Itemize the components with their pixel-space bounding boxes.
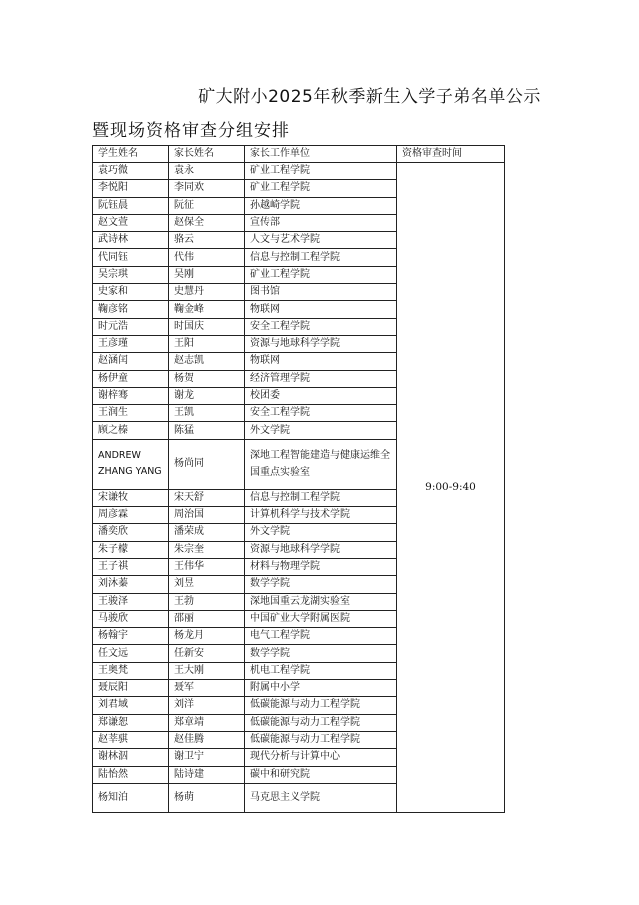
parent-name-cell: 郑章靖 [169, 714, 245, 731]
parent-name-cell: 谢卫宁 [169, 749, 245, 766]
parent-name-cell: 鞠金峰 [169, 301, 245, 318]
parent-employer-cell: 电气工程学院 [245, 628, 397, 645]
parent-name-cell: 朱宗奎 [169, 541, 245, 558]
parent-employer-cell: 信息与控制工程学院 [245, 489, 397, 506]
student-name-cell: 朱子檬 [93, 541, 169, 558]
parent-name-cell: 邵丽 [169, 610, 245, 627]
parent-employer-cell: 计算机科学与技术学院 [245, 507, 397, 524]
parent-name-cell: 宋天舒 [169, 489, 245, 506]
review-time-cell: 9:00-9:40 [397, 163, 505, 813]
parent-employer-cell: 数学学院 [245, 576, 397, 593]
parent-employer-cell: 矿业工程学院 [245, 163, 397, 180]
parent-name-cell: 杨尚同 [169, 439, 245, 489]
parent-employer-cell: 资源与地球科学学院 [245, 541, 397, 558]
student-name-cell: 顾之榛 [93, 422, 169, 439]
parent-name-cell: 杨萌 [169, 783, 245, 812]
parent-employer-cell: 信息与控制工程学院 [245, 249, 397, 266]
parent-name-cell: 王勃 [169, 593, 245, 610]
parent-name-cell: 陆诗建 [169, 766, 245, 783]
student-name-cell: 聂辰阳 [93, 680, 169, 697]
parent-employer-cell: 机电工程学院 [245, 662, 397, 679]
page-subtitle: 暨现场资格审查分组安排 [92, 121, 290, 141]
parent-name-cell: 杨龙月 [169, 628, 245, 645]
student-name-cell: 鞠彦铭 [93, 301, 169, 318]
parent-name-cell: 王伟华 [169, 558, 245, 575]
parent-employer-cell: 宣传部 [245, 214, 397, 231]
parent-employer-cell: 外文学院 [245, 524, 397, 541]
student-name-cell: 王润生 [93, 405, 169, 422]
parent-employer-cell: 现代分析与计算中心 [245, 749, 397, 766]
student-name-cell: 李悦阳 [93, 180, 169, 197]
student-name-cell: 王彦瑾 [93, 335, 169, 352]
parent-employer-cell: 校团委 [245, 387, 397, 404]
header-review-time: 资格审查时间 [397, 146, 505, 163]
parent-name-cell: 周治国 [169, 507, 245, 524]
parent-name-cell: 王凯 [169, 405, 245, 422]
parent-employer-cell: 低碳能源与动力工程学院 [245, 731, 397, 748]
student-name-cell: 赵文萱 [93, 214, 169, 231]
parent-name-cell: 王阳 [169, 335, 245, 352]
student-name-cell: 吴宗琪 [93, 266, 169, 283]
parent-employer-cell: 低碳能源与动力工程学院 [245, 697, 397, 714]
parent-employer-cell: 材料与物理学院 [245, 558, 397, 575]
student-name-cell: 武诗林 [93, 232, 169, 249]
parent-employer-cell: 外文学院 [245, 422, 397, 439]
student-name-cell: 谢林泅 [93, 749, 169, 766]
parent-name-cell: 史慧丹 [169, 284, 245, 301]
student-name-cell: 刘沐蓁 [93, 576, 169, 593]
parent-employer-cell: 矿业工程学院 [245, 266, 397, 283]
parent-name-cell: 王大刚 [169, 662, 245, 679]
parent-name-cell: 刘洋 [169, 697, 245, 714]
parent-employer-cell: 安全工程学院 [245, 318, 397, 335]
parent-name-cell: 潘荣成 [169, 524, 245, 541]
parent-name-cell: 刘昱 [169, 576, 245, 593]
parent-name-cell: 吴刚 [169, 266, 245, 283]
parent-employer-cell: 安全工程学院 [245, 405, 397, 422]
parent-name-cell: 陈猛 [169, 422, 245, 439]
student-name-cell: 袁巧微 [93, 163, 169, 180]
parent-employer-cell: 碳中和研究院 [245, 766, 397, 783]
header-parent-name: 家长姓名 [169, 146, 245, 163]
parent-employer-cell: 孙越崎学院 [245, 197, 397, 214]
student-name-cell: 阮钰晨 [93, 197, 169, 214]
parent-employer-cell: 物联网 [245, 301, 397, 318]
student-name-cell: 王骏泽 [93, 593, 169, 610]
header-student-name: 学生姓名 [93, 146, 169, 163]
student-name-cell: 史家和 [93, 284, 169, 301]
parent-employer-cell: 物联网 [245, 353, 397, 370]
parent-employer-cell: 深地工程智能建造与健康运维全国重点实验室 [245, 439, 397, 489]
student-name-cell: 赵莘骐 [93, 731, 169, 748]
student-name-cell: 潘奕欣 [93, 524, 169, 541]
enrollment-table [92, 145, 505, 813]
parent-employer-cell: 矿业工程学院 [245, 180, 397, 197]
parent-employer-cell: 经济管理学院 [245, 370, 397, 387]
parent-name-cell: 时国庆 [169, 318, 245, 335]
student-name-cell: 刘君域 [93, 697, 169, 714]
parent-employer-cell: 附属中小学 [245, 680, 397, 697]
parent-employer-cell: 马克思主义学院 [245, 783, 397, 812]
student-name-cell: 谢梓骞 [93, 387, 169, 404]
student-name-cell: ANDREW ZHANG YANG [93, 439, 169, 489]
student-name-cell: 王子祺 [93, 558, 169, 575]
parent-name-cell: 杨贺 [169, 370, 245, 387]
student-name-cell: 代同钰 [93, 249, 169, 266]
page-title: 矿大附小2025年秋季新生入学子弟名单公示 [198, 87, 541, 107]
parent-employer-cell: 深地国重云龙湖实验室 [245, 593, 397, 610]
parent-name-cell: 赵佳腾 [169, 731, 245, 748]
parent-name-cell: 袁永 [169, 163, 245, 180]
student-name-cell: 郑谦恕 [93, 714, 169, 731]
parent-name-cell: 任新安 [169, 645, 245, 662]
student-name-cell: 王奥梵 [93, 662, 169, 679]
parent-name-cell: 李同欢 [169, 180, 245, 197]
student-name-cell: 陆怡然 [93, 766, 169, 783]
parent-name-cell: 阮征 [169, 197, 245, 214]
parent-employer-cell: 资源与地球科学学院 [245, 335, 397, 352]
parent-name-cell: 聂军 [169, 680, 245, 697]
student-name-cell: 杨伊童 [93, 370, 169, 387]
parent-name-cell: 赵志凯 [169, 353, 245, 370]
table-row [93, 163, 505, 180]
header-parent-employer: 家长工作单位 [245, 146, 397, 163]
student-name-cell: 杨翰宇 [93, 628, 169, 645]
student-name-cell: 任文远 [93, 645, 169, 662]
student-name-cell: 杨知泊 [93, 783, 169, 812]
student-name-cell: 周彦霖 [93, 507, 169, 524]
parent-name-cell: 代伟 [169, 249, 245, 266]
parent-name-cell: 谢龙 [169, 387, 245, 404]
student-name-cell: 赵涵闰 [93, 353, 169, 370]
parent-employer-cell: 人文与艺术学院 [245, 232, 397, 249]
student-name-cell: 马骏欣 [93, 610, 169, 627]
parent-name-cell: 赵保全 [169, 214, 245, 231]
table-header-row [93, 146, 505, 163]
parent-employer-cell: 图书馆 [245, 284, 397, 301]
parent-employer-cell: 低碳能源与动力工程学院 [245, 714, 397, 731]
student-name-cell: 宋谦牧 [93, 489, 169, 506]
parent-name-cell: 骆云 [169, 232, 245, 249]
student-name-cell: 时元浩 [93, 318, 169, 335]
parent-employer-cell: 中国矿业大学附属医院 [245, 610, 397, 627]
parent-employer-cell: 数学学院 [245, 645, 397, 662]
